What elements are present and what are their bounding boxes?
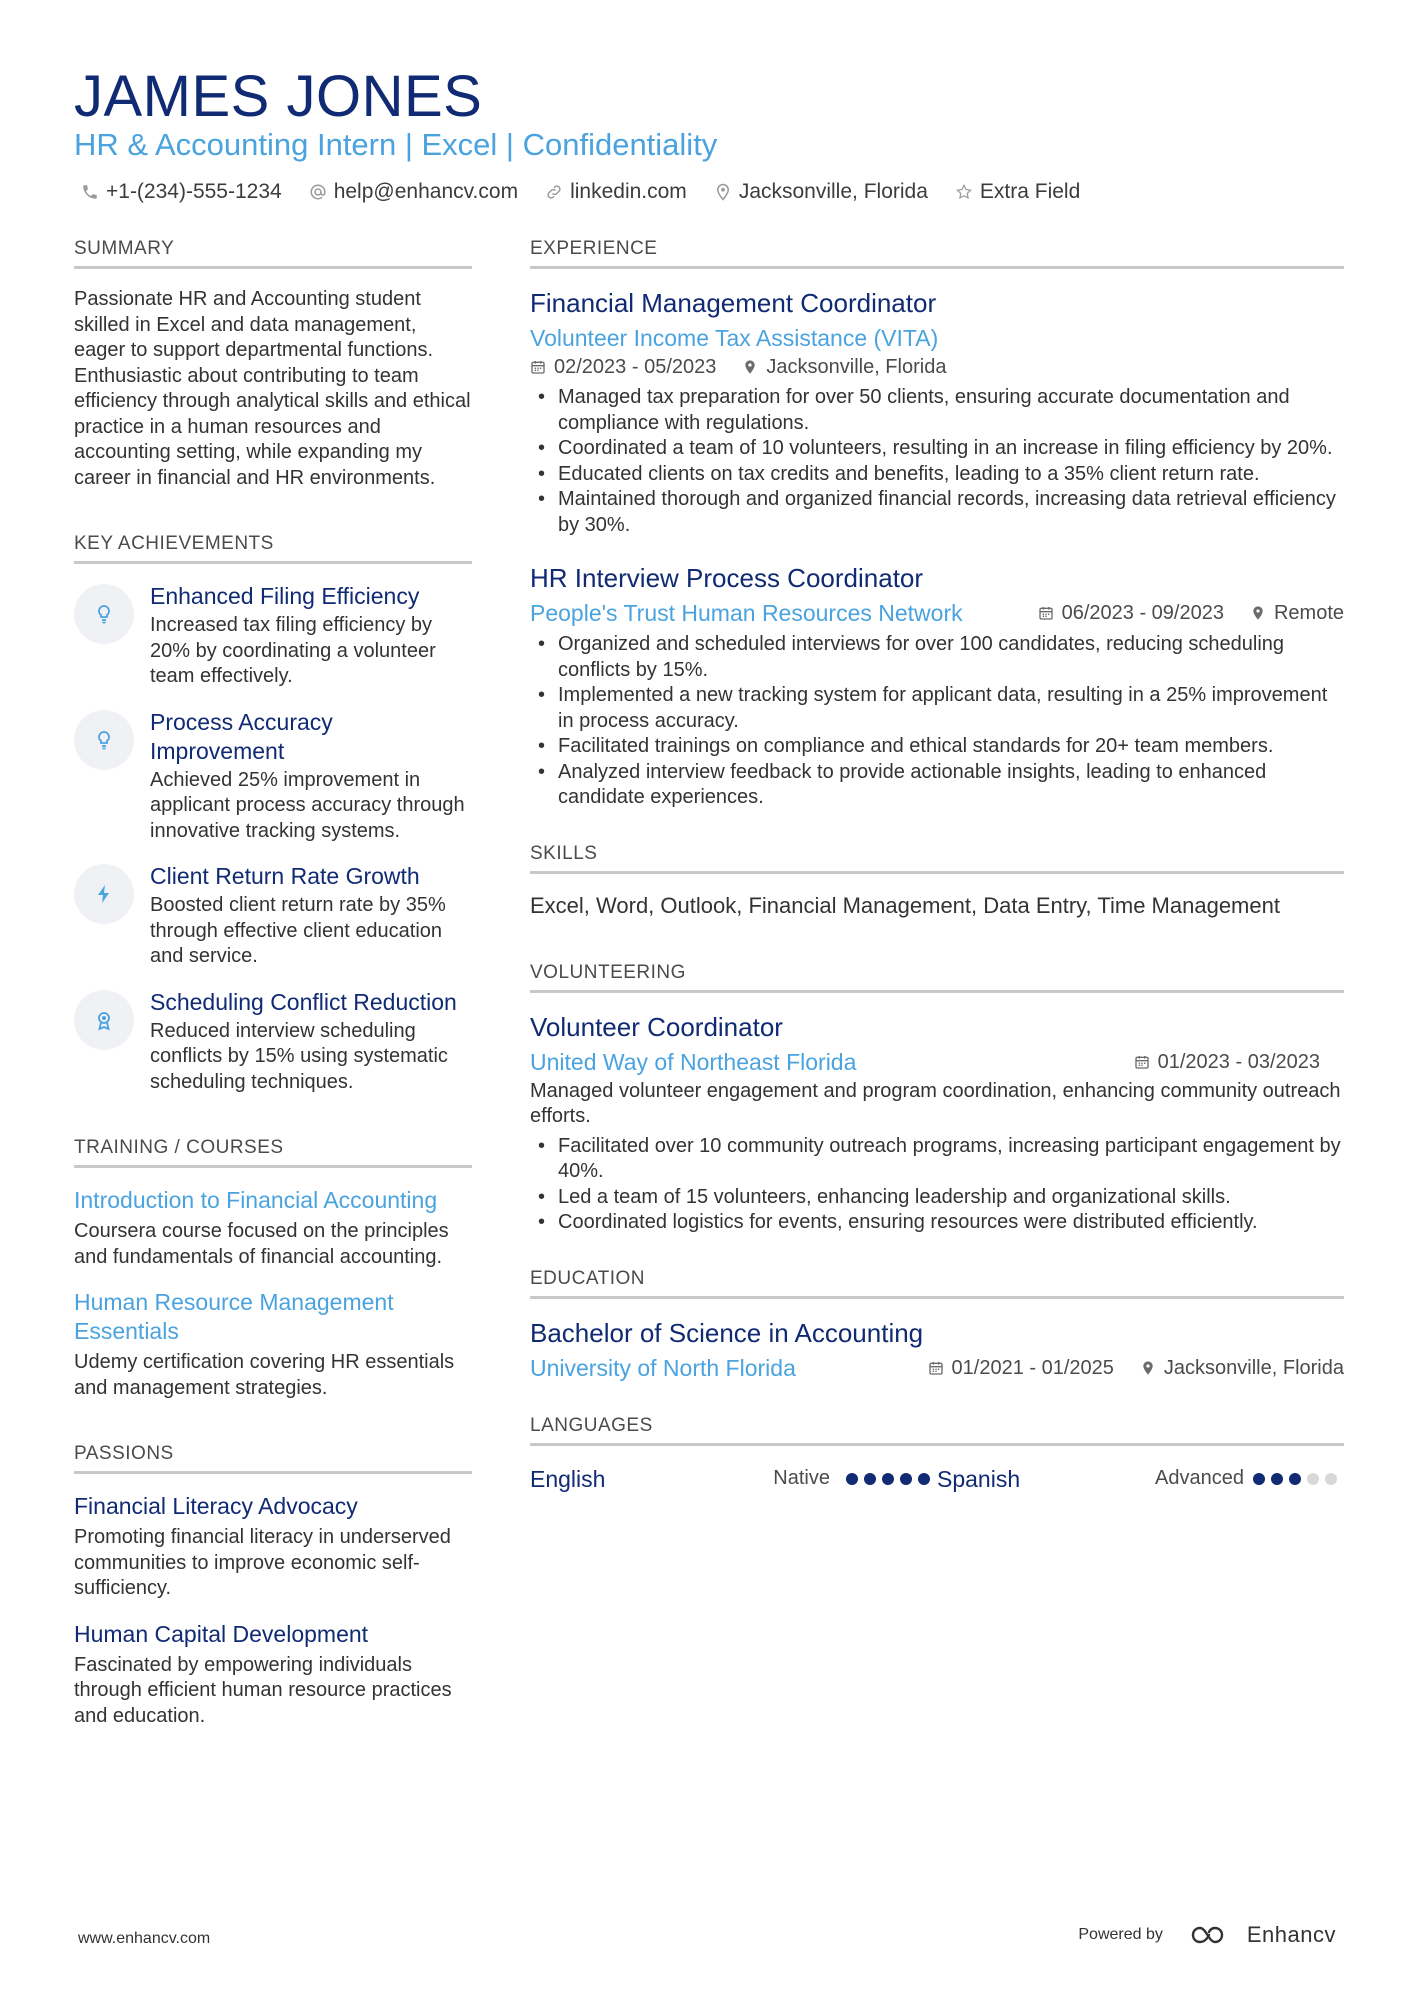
summary-section xyxy=(74,236,472,491)
location-icon xyxy=(1140,1360,1156,1376)
rating-dot-filled xyxy=(864,1473,876,1485)
achievement-item xyxy=(74,582,472,690)
contact-location xyxy=(713,178,928,206)
education-section xyxy=(530,1266,1344,1383)
training-heading: TRAINING / COURSES xyxy=(74,1135,472,1168)
course-title: Introduction to Financial Accounting xyxy=(74,1187,438,1213)
achievement-title: Enhanced Filing Efficiency xyxy=(150,583,420,609)
volunteer-bullet: • Coordinated logistics for events, ensuring resources were distributed efficiently. xyxy=(530,1210,1344,1236)
job-dates-text: 06/2023 - 09/2023 xyxy=(1061,602,1224,624)
volunteer-bullet: • Facilitated over 10 community outreach programs, increasing participant engagement by 40%. xyxy=(530,1134,1344,1185)
achievement-item xyxy=(74,988,472,1096)
achievement-text: Achieved 25% improvement in applicant process accuracy through innovative tracking systems. xyxy=(150,768,465,842)
contact-phone[interactable] xyxy=(80,178,282,206)
job-bullet: • Analyzed interview feedback to provide actionable insights, leading to enhanced candidate experiences. xyxy=(530,760,1344,811)
rating-dot-filled xyxy=(900,1473,912,1485)
contact-linkedin[interactable] xyxy=(544,178,687,206)
star-icon xyxy=(954,182,974,202)
passion-item xyxy=(74,1492,472,1602)
language-rating xyxy=(846,1473,936,1485)
job-title: HR Interview Process Coordinator xyxy=(530,563,924,593)
skills-heading: SKILLS xyxy=(530,841,1344,874)
contact-extra xyxy=(954,178,1080,206)
education-meta xyxy=(928,1354,1344,1382)
passions-heading: PASSIONS xyxy=(74,1441,472,1474)
skills-section xyxy=(530,841,1344,920)
job-location-text: Jacksonville, Florida xyxy=(766,356,947,378)
education-location-text: Jacksonville, Florida xyxy=(1163,1356,1344,1379)
language-name: English xyxy=(530,1465,606,1492)
course-item xyxy=(74,1186,472,1270)
volunteering-heading: VOLUNTEERING xyxy=(530,960,1344,993)
job-dates-text: 02/2023 - 05/2023 xyxy=(554,356,717,378)
achievement-title: Process Accuracy Improvement xyxy=(150,708,333,764)
language-item xyxy=(937,1464,1344,1494)
volunteering-section xyxy=(530,960,1344,1236)
education-dates-text: 01/2021 - 01/2025 xyxy=(951,1356,1114,1379)
job-bullet: • Educated clients on tax credits and benefits, leading to a 35% client return rate. xyxy=(530,462,1344,488)
contact-email-text: help@enhancv.com xyxy=(333,180,519,203)
contact-email[interactable] xyxy=(308,178,518,206)
experience-section xyxy=(530,236,1344,811)
award-icon xyxy=(74,990,134,1050)
achievement-text: Boosted client return rate by 35% through effective client education and service. xyxy=(150,894,446,967)
education-school: University of North Florida xyxy=(530,1354,796,1381)
job-entry xyxy=(530,562,1344,811)
location-icon xyxy=(1250,605,1266,621)
footer-website[interactable]: www.enhancv.com xyxy=(78,1930,211,1947)
passion-text: Promoting financial literacy in underserved communities to improve economic self-sufficiency. xyxy=(74,1526,451,1599)
job-bullets xyxy=(530,385,1344,538)
passion-text: Fascinated by empowering individuals through efficient human resource practices and education. xyxy=(74,1653,452,1727)
volunteer-org-line xyxy=(530,1047,1344,1077)
calendar-icon xyxy=(530,359,546,375)
job-location xyxy=(742,353,946,381)
education-degree: Bachelor of Science in Accounting xyxy=(530,1317,924,1348)
brand-name: Enhancv xyxy=(1246,1922,1336,1947)
job-title: Financial Management Coordinator xyxy=(530,288,937,318)
volunteer-bullets xyxy=(530,1134,1344,1236)
lightbulb-icon xyxy=(74,584,134,644)
rating-dot-filled xyxy=(1289,1473,1301,1485)
calendar-icon xyxy=(1134,1054,1150,1070)
volunteer-dates xyxy=(1134,1048,1320,1076)
job-bullet: • Facilitated trainings on compliance and ethical standards for 20+ team members. xyxy=(530,734,1344,760)
achievement-item xyxy=(74,708,472,845)
experience-heading: EXPERIENCE xyxy=(530,236,1344,269)
job-dates xyxy=(1038,599,1224,627)
phone-icon xyxy=(80,182,100,202)
enhancv-logo-icon xyxy=(1189,1923,1237,1947)
job-company-line xyxy=(530,598,1344,628)
education-location xyxy=(1140,1354,1344,1382)
candidate-tagline: HR & Accounting Intern | Excel | Confidentiality xyxy=(74,127,718,162)
languages-section xyxy=(530,1413,1344,1494)
achievement-title: Client Return Rate Growth xyxy=(150,863,420,889)
volunteer-role: Volunteer Coordinator xyxy=(530,1011,783,1042)
course-text: Udemy certification covering HR essentials and management strategies. xyxy=(74,1351,455,1399)
rating-dot-filled xyxy=(1271,1473,1283,1485)
achievement-title: Scheduling Conflict Reduction xyxy=(150,988,457,1015)
job-bullet: • Maintained thorough and organized financial records, increasing data retrieval efficiency by 30%. xyxy=(530,487,1344,538)
contact-phone-text: +1-(234)-555-1234 xyxy=(106,180,282,203)
job-location xyxy=(1250,599,1344,627)
link-icon xyxy=(544,182,564,202)
lightbulb-icon xyxy=(74,710,134,770)
language-item xyxy=(530,1464,937,1494)
calendar-icon xyxy=(1038,605,1054,621)
volunteer-description: Managed volunteer engagement and program coordination, enhancing community outreach efforts. xyxy=(530,1079,1341,1127)
volunteer-dates-text: 01/2023 - 03/2023 xyxy=(1157,1050,1320,1073)
passion-item xyxy=(74,1620,472,1730)
job-dates xyxy=(530,353,716,381)
volunteer-meta xyxy=(1134,1048,1320,1076)
job-bullet: • Coordinated a team of 10 volunteers, resulting in an increase in filing efficiency by 20%. xyxy=(530,436,1344,462)
at-icon xyxy=(308,182,328,202)
contact-bar xyxy=(80,178,1106,206)
powered-by-text: Powered by xyxy=(1078,1926,1163,1943)
rating-dot-filled xyxy=(918,1473,930,1485)
job-location-text: Remote xyxy=(1273,602,1344,624)
rating-dot-filled xyxy=(1253,1473,1265,1485)
passion-title: Human Capital Development xyxy=(74,1620,369,1647)
language-rating xyxy=(1253,1473,1343,1485)
candidate-name: JAMES JONES xyxy=(74,64,483,129)
achievements-heading: KEY ACHIEVEMENTS xyxy=(74,531,472,564)
job-bullet: • Managed tax preparation for over 50 clients, ensuring accurate documentation and compliance with regulations. xyxy=(530,385,1344,436)
language-level: Native xyxy=(773,1467,830,1489)
contact-linkedin-text: linkedin.com xyxy=(570,180,687,203)
education-school-line xyxy=(530,1353,1344,1383)
rating-dot-empty xyxy=(1307,1473,1319,1485)
training-section xyxy=(74,1135,472,1401)
summary-heading: SUMMARY xyxy=(74,236,472,269)
job-bullet: • Organized and scheduled interviews for over 100 candidates, reducing scheduling conflicts by 15%. xyxy=(530,632,1344,683)
achievements-section xyxy=(74,531,472,1095)
achievement-text: Reduced interview scheduling conflicts by 15% using systematic scheduling techniques. xyxy=(150,1019,448,1093)
course-title: Human Resource Management Essentials xyxy=(74,1289,394,1344)
education-heading: EDUCATION xyxy=(530,1266,1344,1299)
location-icon xyxy=(742,359,758,375)
job-bullets xyxy=(530,632,1344,811)
rating-dot-empty xyxy=(1325,1473,1337,1485)
course-item xyxy=(74,1288,472,1401)
location-icon xyxy=(713,182,733,202)
job-meta xyxy=(1038,599,1344,627)
volunteer-org: United Way of Northeast Florida xyxy=(530,1048,857,1075)
left-column xyxy=(74,236,472,1747)
passions-section xyxy=(74,1441,472,1729)
education-dates xyxy=(928,1354,1114,1382)
rating-dot-filled xyxy=(846,1473,858,1485)
job-entry xyxy=(530,287,1344,538)
footer-branding xyxy=(1078,1922,1336,1948)
volunteer-bullet: • Led a team of 15 volunteers, enhancing leadership and organizational skills. xyxy=(530,1185,1344,1211)
course-text: Coursera course focused on the principles and fundamentals of financial accounting. xyxy=(74,1220,449,1268)
summary-text: Passionate HR and Accounting student skilled in Excel and data management, eager to support departmental functions. Enthusiastic about contributing to team efficiency through analytical skills and ethical practice in a human resources and accounting setting, while expanding my career in financial and HR environments. xyxy=(74,288,471,489)
contact-extra-text: Extra Field xyxy=(979,180,1081,203)
language-level: Advanced xyxy=(1155,1467,1244,1489)
skills-text: Excel, Word, Outlook, Financial Management, Data Entry, Time Management xyxy=(530,892,1280,918)
calendar-icon xyxy=(928,1360,944,1376)
languages-heading: LANGUAGES xyxy=(530,1413,1344,1446)
job-company: Volunteer Income Tax Assistance (VITA) xyxy=(530,325,939,351)
lightning-icon xyxy=(74,864,134,924)
passion-title: Financial Literacy Advocacy xyxy=(74,1493,358,1519)
achievement-text: Increased tax filing efficiency by 20% by coordinating a volunteer team effectively. xyxy=(150,614,436,687)
contact-location-text: Jacksonville, Florida xyxy=(738,180,928,203)
job-bullet: • Implemented a new tracking system for applicant data, resulting in a 25% improvement in process accuracy. xyxy=(530,683,1344,734)
languages-row xyxy=(530,1464,1344,1494)
job-meta xyxy=(530,353,1344,381)
right-column xyxy=(530,236,1344,1494)
job-company: People's Trust Human Resources Network xyxy=(530,600,963,626)
rating-dot-filled xyxy=(882,1473,894,1485)
achievement-item xyxy=(74,862,472,970)
language-name: Spanish xyxy=(937,1465,1021,1492)
